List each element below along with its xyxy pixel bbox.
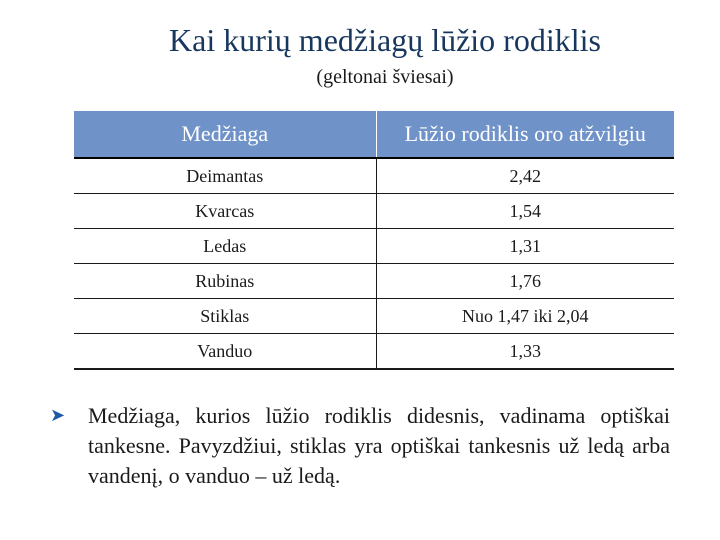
- material-cell: Ledas: [74, 229, 376, 264]
- table-row: [74, 158, 674, 194]
- index-cell: 1,54: [376, 194, 674, 229]
- index-cell: 1,31: [376, 229, 674, 264]
- index-cell: 2,42: [376, 158, 674, 194]
- refractive-index-table: [74, 111, 674, 370]
- refractive-index-table-wrap: [74, 111, 674, 370]
- column-header-material: Medžiaga: [74, 111, 376, 158]
- table-header-row: [74, 111, 674, 158]
- index-cell: 1,33: [376, 334, 674, 370]
- table-row: [74, 194, 674, 229]
- page-subtitle: (geltonai šviesai): [316, 66, 454, 88]
- note-text: Medžiaga, kurios lūžio rodiklis didesnis, vadinama optiškai tankesne. Pavyzdžiui, stiklas yra optiškai tankesnis už ledą arba vandenį, o vanduo – už ledą.: [88, 403, 670, 488]
- column-header-refractive-index: Lūžio rodiklis oro atžvilgiu: [376, 111, 674, 158]
- material-cell: Vanduo: [74, 334, 376, 370]
- page-title: Kai kurių medžiagų lūžio rodiklis: [169, 22, 601, 58]
- index-cell: Nuo 1,47 iki 2,04: [376, 299, 674, 334]
- arrow-bullet-icon: ➤: [50, 405, 66, 426]
- material-cell: Deimantas: [74, 158, 376, 194]
- table-row: [74, 334, 674, 370]
- index-cell: 1,76: [376, 264, 674, 299]
- material-cell: Rubinas: [74, 264, 376, 299]
- note-bullet: [50, 401, 670, 491]
- table-row: [74, 264, 674, 299]
- material-cell: Kvarcas: [74, 194, 376, 229]
- table-row: [74, 299, 674, 334]
- material-cell: Stiklas: [74, 299, 376, 334]
- table-row: [74, 229, 674, 264]
